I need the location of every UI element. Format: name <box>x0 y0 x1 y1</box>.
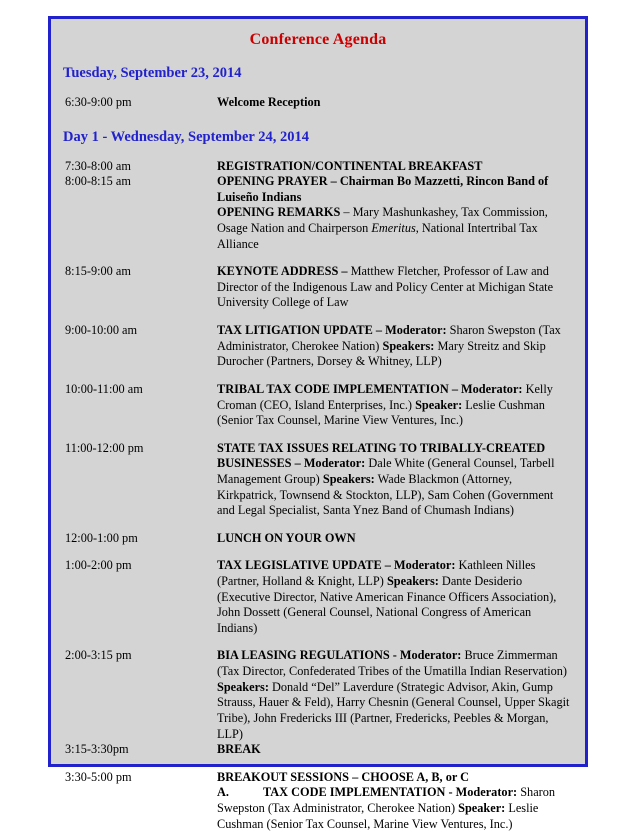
speakers-label: Speakers: <box>386 574 439 589</box>
dash: – <box>448 381 462 396</box>
agenda-row-registration <box>63 159 573 175</box>
session-title: Welcome Reception <box>217 95 321 109</box>
session-presenter: Mary Mashunkashey, Tax Commission, Osage Nation and Chairperson <box>217 205 548 236</box>
agenda-row-state-tax-issues <box>63 441 573 519</box>
speakers-label: Speakers: <box>322 471 375 486</box>
agenda-description <box>217 323 573 370</box>
speakers-names: Leslie Cushman (Senior Tax Counsel, Marine View Ventures, Inc.) <box>217 800 539 831</box>
dash: – <box>372 323 386 338</box>
agenda-time: 11:00-12:00 pm <box>65 440 144 455</box>
speakers-names: Donald “Del” Laverdure (Strategic Advisor, Akin, Gump Strauss, Hauer & Feld), Harry Chesnin (General Counsel, Upper Skagit Tribe), John Fredericks III (Partner, Fredericks, Peebles & Morgan, LLP) <box>217 679 570 741</box>
moderator-label: Moderator: <box>399 648 462 663</box>
session-title: BIA LEASING REGULATIONS <box>217 648 390 663</box>
day-heading-tuesday: Tuesday, September 23, 2014 <box>63 65 242 81</box>
session-title: TAX LEGISLATIVE UPDATE <box>217 558 382 573</box>
moderator-name: Sharon Swepston (Tax Administrator, Cherokee Nation) <box>217 785 556 815</box>
moderator-name: Bruce Zimmerman (Tax Director, Confederated Tribes of the Umatilla Indian Reservation) <box>217 648 568 679</box>
agenda-time: 6:30-9:00 pm <box>65 95 132 109</box>
moderator-name: Dale White (General Counsel, Tarbell Management Group) <box>217 456 555 486</box>
dash: - <box>389 648 400 663</box>
agenda-row-bia-leasing <box>63 648 573 742</box>
agenda-row-lunch <box>63 531 573 547</box>
agenda-description <box>217 95 573 111</box>
agenda-description <box>217 531 573 547</box>
dash: - <box>445 785 456 800</box>
moderator-label: Moderator: <box>393 558 456 573</box>
moderator-name: Sharon Swepston (Tax Administrator, Cherokee Nation) <box>217 323 561 353</box>
speakers-label: Speakers: <box>382 338 435 353</box>
agenda-time: 3:15-3:30pm <box>65 742 129 757</box>
agenda-row-break <box>63 742 573 758</box>
dash: – <box>327 174 340 189</box>
speakers-names: Mary Streitz and Skip Durocher (Partners, Dorsey & Whitney, LLP) <box>217 338 546 369</box>
page-title: Conference Agenda <box>249 31 387 48</box>
agenda-row-welcome-reception <box>63 95 573 111</box>
dash: – <box>381 558 394 573</box>
session-presenter: Matthew Fletcher, Professor of Law and Director of the Indigenous Law and Policy Center at Michigan State University College of Law <box>217 264 554 310</box>
agenda-time: 7:30-8:00 am <box>65 158 131 173</box>
breakout-option-letter: A. <box>217 785 229 800</box>
speakers-label: Speaker: <box>458 800 506 815</box>
agenda-time: 1:00-2:00 pm <box>65 558 132 573</box>
agenda-description <box>217 742 573 758</box>
agenda-page <box>48 16 588 831</box>
agenda-time: 9:00-10:00 am <box>65 323 138 338</box>
dash: – <box>340 205 353 220</box>
moderator-label: Moderator: <box>303 456 366 471</box>
speakers-names: Leslie Cushman (Senior Tax Counsel, Marine View Ventures, Inc.) <box>217 397 545 428</box>
agenda-time: 10:00-11:00 am <box>65 381 143 396</box>
agenda-time: 8:15-9:00 am <box>65 264 131 279</box>
session-presenter-cont: , National Intertribal Tax Alliance <box>217 221 538 251</box>
moderator-name: Kelly Croman (CEO, Island Enterprises, Inc.) <box>217 381 553 412</box>
agenda-time: 8:00-8:15 am <box>65 174 131 189</box>
agenda-row-opening <box>63 174 573 252</box>
speakers-names: Dante Desiderio (Executive Director, Native American Finance Officers Association), John Dossett (General Counsel, National Congress of American Indians) <box>217 574 557 635</box>
moderator-label: Moderator: <box>385 323 447 338</box>
dash: – <box>338 264 351 279</box>
session-title: BREAKOUT SESSIONS – CHOOSE A, B, or C <box>217 769 470 784</box>
agenda-description <box>217 174 573 252</box>
session-title: TRIBAL TAX CODE IMPLEMENTATION <box>217 381 449 396</box>
moderator-label: Moderator: <box>461 381 523 396</box>
agenda-description <box>217 264 573 311</box>
agenda-time: 2:00-3:15 pm <box>65 648 132 663</box>
session-title: STATE TAX ISSUES RELATING TO TRIBALLY-CREATED BUSINESSES <box>217 440 546 471</box>
agenda-time: 12:00-1:00 pm <box>65 530 138 545</box>
agenda-description <box>217 648 573 742</box>
session-title-secondary: OPENING REMARKS <box>217 205 341 220</box>
moderator-name: Kathleen Nilles (Partner, Holland & Knight, LLP) <box>217 558 536 589</box>
emeritus-emphasis: Emeritus <box>371 221 416 236</box>
speakers-label: Speaker: <box>415 397 463 412</box>
session-title: OPENING PRAYER <box>217 174 328 189</box>
agenda-time: 3:30-5:00 pm <box>65 769 132 784</box>
agenda-description <box>217 159 573 175</box>
moderator-label: Moderator: <box>455 785 518 800</box>
session-title: LUNCH ON YOUR OWN <box>217 530 356 545</box>
agenda-description <box>217 558 573 636</box>
day-heading-day1: Day 1 - Wednesday, September 24, 2014 <box>63 128 309 145</box>
session-title: TAX LITIGATION UPDATE <box>217 323 373 338</box>
session-title: BREAK <box>217 742 261 757</box>
agenda-row-tax-legislative <box>63 558 573 636</box>
session-title: KEYNOTE ADDRESS <box>217 264 339 279</box>
agenda-content <box>51 19 585 831</box>
agenda-row-tribal-tax-code <box>63 382 573 429</box>
agenda-row-tax-litigation <box>63 323 573 370</box>
session-title: REGISTRATION/CONTINENTAL BREAKFAST <box>217 158 483 173</box>
speakers-names: Wade Blackmon (Attorney, Kirkpatrick, Townsend & Stockton, LLP), Sam Cohen (Government and Legal Specialist, Santa Ynez Band of Chumash Indians) <box>217 471 554 518</box>
agenda-row-keynote <box>63 264 573 311</box>
session-presenter: Chairman Bo Mazzetti, Rincon Band of Luiseño Indians <box>217 174 549 204</box>
breakout-option-title: TAX CODE IMPLEMENTATION <box>263 785 446 800</box>
agenda-description <box>217 382 573 429</box>
dash: – <box>291 456 304 471</box>
agenda-description <box>217 441 573 519</box>
speakers-label: Speakers: <box>217 679 269 694</box>
